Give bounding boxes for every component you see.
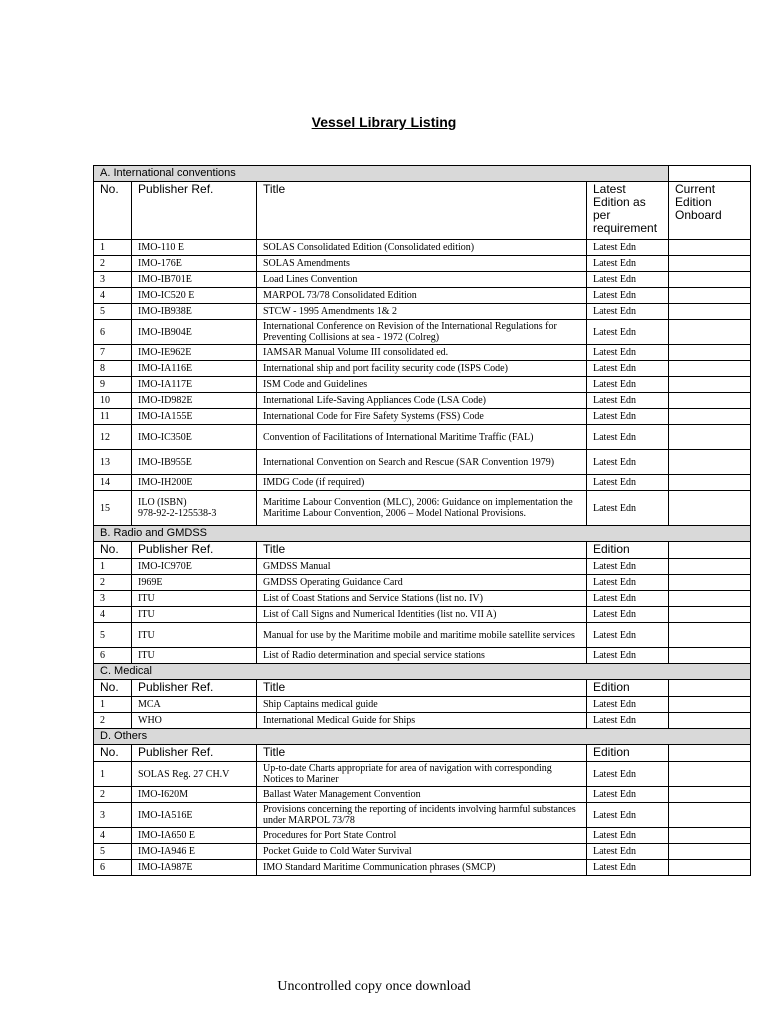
cell-publisher-ref: [132, 844, 257, 860]
cell-no: 14: [94, 475, 132, 491]
section-label-blank: [669, 166, 751, 182]
cell-no: 9: [94, 377, 132, 393]
col-header-title: Title: [257, 680, 587, 697]
cell-no: 8: [94, 361, 132, 377]
library-table: [93, 165, 751, 876]
cell-no: 4: [94, 288, 132, 304]
cell-publisher-ref: [132, 425, 257, 450]
cell-publisher-ref: [132, 623, 257, 648]
cell-title: SOLAS Amendments: [257, 256, 587, 272]
cell-title: List of Coast Stations and Service Stations (list no. IV): [257, 591, 587, 607]
table-row: [94, 575, 751, 591]
column-header-row: [94, 680, 751, 697]
cell-current-edition: [669, 450, 751, 475]
publisher-ref-text: IMO-IB938E: [138, 306, 192, 317]
cell-title: STCW - 1995 Amendments 1& 2: [257, 304, 587, 320]
publisher-ref-text: ITU: [138, 629, 155, 641]
table-row: [94, 803, 751, 828]
cell-publisher-ref: [132, 607, 257, 623]
cell-edition: Latest Edn: [587, 304, 669, 320]
cell-edition: Latest Edn: [587, 320, 669, 345]
table-row: [94, 591, 751, 607]
publisher-ref-text: IMO-IB701E: [138, 274, 192, 285]
cell-publisher-ref: [132, 393, 257, 409]
table-row: [94, 475, 751, 491]
cell-edition: Latest Edn: [587, 607, 669, 623]
publisher-ref-text: IMO-IA516E: [138, 809, 193, 821]
col-header-no: No.: [94, 182, 132, 240]
table-row: [94, 240, 751, 256]
table-row: [94, 787, 751, 803]
table-row: [94, 648, 751, 664]
publisher-ref-text: IMO-IA987E: [138, 862, 193, 873]
section-header-row: [94, 526, 751, 542]
cell-no: 12: [94, 425, 132, 450]
cell-title: International Life-Saving Appliances Code (LSA Code): [257, 393, 587, 409]
cell-title: Procedures for Port State Control: [257, 828, 587, 844]
cell-edition: Latest Edn: [587, 623, 669, 648]
cell-publisher-ref: [132, 575, 257, 591]
cell-edition: Latest Edn: [587, 256, 669, 272]
cell-current-edition: [669, 272, 751, 288]
publisher-ref-text: IMO-I620M: [138, 789, 188, 800]
cell-no: 15: [94, 491, 132, 526]
cell-current-edition: [669, 491, 751, 526]
cell-no: 1: [94, 697, 132, 713]
publisher-ref-text: IMO-IA650 E: [138, 830, 195, 841]
col-header-current-edition: Current Edition Onboard: [669, 182, 751, 240]
cell-publisher-ref: [132, 240, 257, 256]
cell-no: 5: [94, 844, 132, 860]
cell-publisher-ref: [132, 345, 257, 361]
col-header-publisher-ref: Publisher Ref.: [132, 745, 257, 762]
cell-no: 3: [94, 591, 132, 607]
cell-title: International Code for Fire Safety Systems (FSS) Code: [257, 409, 587, 425]
cell-current-edition: [669, 860, 751, 876]
page-title: Vessel Library Listing: [311, 114, 457, 130]
cell-publisher-ref: [132, 450, 257, 475]
cell-title: IAMSAR Manual Volume III consolidated ed.: [257, 345, 587, 361]
table-row: [94, 844, 751, 860]
cell-no: 5: [94, 623, 132, 648]
cell-publisher-ref: [132, 272, 257, 288]
table-row: [94, 288, 751, 304]
table-row: [94, 762, 751, 787]
cell-current-edition: [669, 377, 751, 393]
table-row: [94, 320, 751, 345]
publisher-ref-text: IMO-IA117E: [138, 379, 193, 390]
table-row: [94, 713, 751, 729]
cell-edition: Latest Edn: [587, 844, 669, 860]
cell-current-edition: [669, 320, 751, 345]
publisher-ref-text: I969E: [138, 577, 163, 588]
cell-publisher-ref: [132, 256, 257, 272]
cell-current-edition: [669, 648, 751, 664]
cell-current-edition: [669, 288, 751, 304]
cell-title: GMDSS Manual: [257, 559, 587, 575]
table-row: [94, 409, 751, 425]
col-header-title: Title: [257, 745, 587, 762]
table-row: [94, 345, 751, 361]
publisher-ref-text: IMO-IC970E: [138, 561, 192, 572]
col-header-blank: [669, 542, 751, 559]
publisher-ref-text: WHO: [138, 715, 162, 726]
cell-edition: Latest Edn: [587, 361, 669, 377]
cell-publisher-ref: [132, 409, 257, 425]
col-header-publisher-ref: Publisher Ref.: [132, 542, 257, 559]
cell-no: 7: [94, 345, 132, 361]
col-header-publisher-ref: Publisher Ref.: [132, 680, 257, 697]
cell-edition: Latest Edn: [587, 240, 669, 256]
cell-current-edition: [669, 304, 751, 320]
col-header-edition: Edition: [587, 542, 669, 559]
cell-no: 4: [94, 607, 132, 623]
col-header-title: Title: [257, 542, 587, 559]
cell-publisher-ref: [132, 475, 257, 491]
cell-current-edition: [669, 393, 751, 409]
publisher-ref-text: SOLAS Reg. 27 CH.V: [138, 768, 230, 780]
cell-no: 4: [94, 828, 132, 844]
cell-no: 3: [94, 803, 132, 828]
publisher-ref-text: IMO-110 E: [138, 242, 185, 253]
cell-publisher-ref: [132, 304, 257, 320]
cell-edition: Latest Edn: [587, 697, 669, 713]
cell-current-edition: [669, 844, 751, 860]
cell-title: List of Radio determination and special service stations: [257, 648, 587, 664]
cell-publisher-ref: [132, 648, 257, 664]
cell-publisher-ref: [132, 828, 257, 844]
cell-current-edition: [669, 828, 751, 844]
cell-current-edition: [669, 591, 751, 607]
cell-edition: Latest Edn: [587, 575, 669, 591]
cell-current-edition: [669, 475, 751, 491]
table-row: [94, 377, 751, 393]
cell-edition: Latest Edn: [587, 713, 669, 729]
cell-edition: Latest Edn: [587, 393, 669, 409]
cell-current-edition: [669, 697, 751, 713]
cell-title: Manual for use by the Maritime mobile and maritime mobile satellite services: [257, 623, 587, 648]
section-header-row: [94, 729, 751, 745]
publisher-ref-text: ITU: [138, 650, 155, 661]
publisher-ref-text: ILO (ISBN): [138, 497, 187, 508]
cell-current-edition: [669, 762, 751, 787]
cell-title: Pocket Guide to Cold Water Survival: [257, 844, 587, 860]
cell-title: GMDSS Operating Guidance Card: [257, 575, 587, 591]
column-header-row: [94, 542, 751, 559]
cell-current-edition: [669, 607, 751, 623]
cell-title: Ballast Water Management Convention: [257, 787, 587, 803]
table-row: [94, 559, 751, 575]
cell-no: 6: [94, 320, 132, 345]
publisher-ref-isbn: 978-92-2-125538-3: [138, 508, 217, 519]
cell-no: 2: [94, 256, 132, 272]
cell-title: IMDG Code (if required): [257, 475, 587, 491]
cell-publisher-ref: [132, 697, 257, 713]
cell-no: 10: [94, 393, 132, 409]
cell-no: 6: [94, 860, 132, 876]
cell-edition: Latest Edn: [587, 288, 669, 304]
cell-publisher-ref: [132, 320, 257, 345]
cell-current-edition: [669, 256, 751, 272]
table-row: [94, 450, 751, 475]
cell-current-edition: [669, 240, 751, 256]
publisher-ref-text: IMO-ID982E: [138, 395, 193, 406]
table-row: [94, 425, 751, 450]
cell-publisher-ref: [132, 491, 257, 526]
cell-publisher-ref: [132, 787, 257, 803]
cell-title: SOLAS Consolidated Edition (Consolidated edition): [257, 240, 587, 256]
cell-title: International Conference on Revision of the International Regulations for Preventing Collisions at sea - 1972 (Colreg): [257, 320, 587, 345]
cell-no: 5: [94, 304, 132, 320]
publisher-ref-text: ITU: [138, 609, 155, 620]
cell-edition: Latest Edn: [587, 450, 669, 475]
col-header-no: No.: [94, 542, 132, 559]
cell-current-edition: [669, 559, 751, 575]
cell-edition: Latest Edn: [587, 491, 669, 526]
cell-publisher-ref: [132, 377, 257, 393]
col-header-publisher-ref: Publisher Ref.: [132, 182, 257, 240]
col-header-no: No.: [94, 745, 132, 762]
cell-edition: Latest Edn: [587, 409, 669, 425]
cell-current-edition: [669, 787, 751, 803]
cell-edition: Latest Edn: [587, 559, 669, 575]
cell-current-edition: [669, 713, 751, 729]
cell-publisher-ref: [132, 713, 257, 729]
cell-title: Ship Captains medical guide: [257, 697, 587, 713]
col-header-edition: Edition: [587, 680, 669, 697]
publisher-ref-text: IMO-IB904E: [138, 326, 192, 338]
cell-publisher-ref: [132, 860, 257, 876]
section-label: B. Radio and GMDSS: [94, 526, 751, 542]
table-row: [94, 256, 751, 272]
cell-title: Load Lines Convention: [257, 272, 587, 288]
cell-no: 13: [94, 450, 132, 475]
cell-edition: Latest Edn: [587, 648, 669, 664]
cell-no: 3: [94, 272, 132, 288]
cell-publisher-ref: [132, 591, 257, 607]
cell-edition: Latest Edn: [587, 377, 669, 393]
cell-title: Up-to-date Charts appropriate for area of navigation with corresponding Notices to Mariner: [257, 762, 587, 787]
section-label: D. Others: [94, 729, 751, 745]
section-header-row: [94, 664, 751, 680]
cell-current-edition: [669, 623, 751, 648]
cell-title: Provisions concerning the reporting of incidents involving harmful substances under MARPOL 73/78: [257, 803, 587, 828]
cell-current-edition: [669, 425, 751, 450]
cell-edition: Latest Edn: [587, 591, 669, 607]
table-row: [94, 304, 751, 320]
table-row: [94, 272, 751, 288]
table-row: [94, 697, 751, 713]
cell-title: Maritime Labour Convention (MLC), 2006: Guidance on implementation the Maritime Labour Convention, 2006 – Model National Provisions.: [257, 491, 587, 526]
cell-no: 6: [94, 648, 132, 664]
cell-publisher-ref: [132, 361, 257, 377]
publisher-ref-text: ITU: [138, 593, 155, 604]
col-header-blank: [669, 745, 751, 762]
publisher-ref-text: IMO-IC520 E: [138, 290, 195, 301]
publisher-ref-text: IMO-IH200E: [138, 477, 193, 488]
publisher-ref-text: IMO-IA116E: [138, 363, 193, 374]
table-row: [94, 623, 751, 648]
publisher-ref-text: IMO-IE962E: [138, 347, 192, 358]
cell-no: 1: [94, 240, 132, 256]
cell-edition: Latest Edn: [587, 860, 669, 876]
cell-title: List of Call Signs and Numerical Identities (list no. VII A): [257, 607, 587, 623]
cell-edition: Latest Edn: [587, 425, 669, 450]
publisher-ref-text: IMO-IA946 E: [138, 846, 195, 857]
cell-current-edition: [669, 803, 751, 828]
cell-edition: Latest Edn: [587, 828, 669, 844]
cell-title: Convention of Facilitations of International Maritime Traffic (FAL): [257, 425, 587, 450]
publisher-ref-text: IMO-IC350E: [138, 431, 192, 443]
cell-current-edition: [669, 361, 751, 377]
cell-title: ISM Code and Guidelines: [257, 377, 587, 393]
cell-no: 2: [94, 575, 132, 591]
cell-no: 1: [94, 762, 132, 787]
table-row: [94, 607, 751, 623]
footer-note: Uncontrolled copy once download: [277, 979, 471, 994]
cell-edition: Latest Edn: [587, 272, 669, 288]
table-row: [94, 361, 751, 377]
cell-no: 1: [94, 559, 132, 575]
cell-edition: Latest Edn: [587, 803, 669, 828]
col-header-edition: Latest Edition as per requirement: [587, 182, 669, 240]
cell-current-edition: [669, 409, 751, 425]
cell-publisher-ref: [132, 559, 257, 575]
table-row: [94, 860, 751, 876]
section-label: A. International conventions: [94, 166, 669, 182]
table-row: [94, 491, 751, 526]
publisher-ref-text: IMO-176E: [138, 258, 182, 269]
table-row: [94, 393, 751, 409]
cell-publisher-ref: [132, 803, 257, 828]
cell-current-edition: [669, 575, 751, 591]
publisher-ref-text: IMO-IB955E: [138, 456, 192, 468]
section-header-row: [94, 166, 751, 182]
cell-edition: Latest Edn: [587, 475, 669, 491]
cell-title: MARPOL 73/78 Consolidated Edition: [257, 288, 587, 304]
cell-publisher-ref: [132, 288, 257, 304]
column-header-row: [94, 182, 751, 240]
cell-current-edition: [669, 345, 751, 361]
col-header-edition: Edition: [587, 745, 669, 762]
column-header-row: [94, 745, 751, 762]
cell-publisher-ref: [132, 762, 257, 787]
publisher-ref-text: IMO-IA155E: [138, 411, 193, 422]
cell-title: International Medical Guide for Ships: [257, 713, 587, 729]
cell-title: International ship and port facility security code (ISPS Code): [257, 361, 587, 377]
cell-no: 2: [94, 787, 132, 803]
cell-edition: Latest Edn: [587, 762, 669, 787]
cell-title: IMO Standard Maritime Communication phrases (SMCP): [257, 860, 587, 876]
section-label: C. Medical: [94, 664, 751, 680]
col-header-blank: [669, 680, 751, 697]
publisher-ref-text: MCA: [138, 699, 161, 710]
table-row: [94, 828, 751, 844]
cell-no: 11: [94, 409, 132, 425]
col-header-title: Title: [257, 182, 587, 240]
cell-no: 2: [94, 713, 132, 729]
cell-edition: Latest Edn: [587, 345, 669, 361]
cell-edition: Latest Edn: [587, 787, 669, 803]
col-header-no: No.: [94, 680, 132, 697]
cell-title: International Convention on Search and Rescue (SAR Convention 1979): [257, 450, 587, 475]
